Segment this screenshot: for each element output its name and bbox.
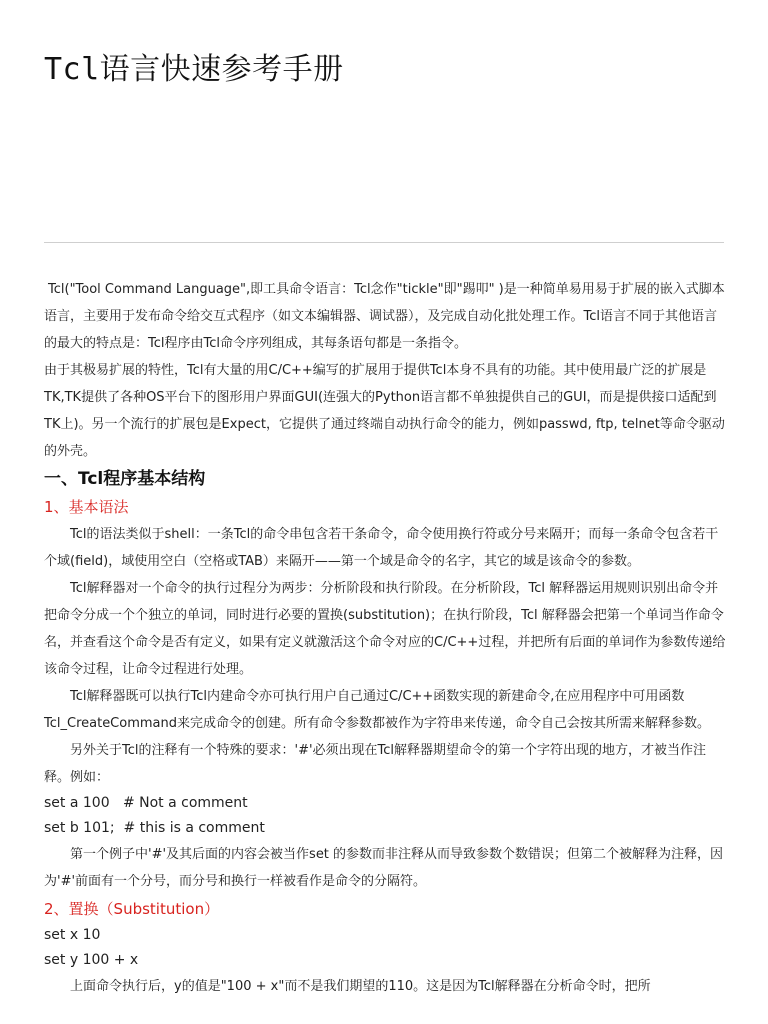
document-title: Tcl语言快速参考手册 — [44, 52, 344, 87]
document-body — [44, 276, 726, 1000]
code-line-3: set x 10 — [44, 927, 101, 943]
intro-paragraph-1: Tcl("Tool Command Language",即工具命令语言：Tcl念作"tickle"即"踢叩" )是一种简单易用易于扩展的嵌入式脚本语言，主要用于发布命令给交互式程序（如文本编辑器、调试器），及完成自动化批处理工作。Tcl语言不同于其他语言的最大的特点是：Tcl程序由Tcl命令序列组成，其每条语句都是一条指令。 — [44, 282, 725, 351]
syntax-paragraph-4: 另外关于Tcl的注释有一个特殊的要求：'#'必须出现在Tcl解释器期望命令的第一个字符出现的地方，才被当作注释。例如： — [44, 743, 707, 785]
code-line-1: set a 100 # Not a comment — [44, 795, 248, 811]
syntax-paragraph-5: 第一个例子中'#'及其后面的内容会被当作set 的参数而非注释从而导致参数个数错误；但第二个被解释为注释，因为'#'前面有一个分号，而分号和换行一样被看作是命令的分隔符。 — [44, 847, 724, 889]
title-divider — [44, 242, 724, 243]
syntax-paragraph-3: Tcl解释器既可以执行Tcl内建命令亦可执行用户自己通过C/C++函数实现的新建命令,在应用程序中可用函数Tcl_CreateCommand来完成命令的创建。所有命令参数都被作为字符串来传递，命令自己会按其所需来解释参数。 — [44, 689, 711, 731]
sub-heading-substitution: 2、置换（Substitution） — [44, 900, 220, 918]
substitution-paragraph-1: 上面命令执行后，y的值是"100 + x"而不是我们期望的110。这是因为Tcl解释器在分析命令时，把所 — [70, 979, 651, 994]
syntax-paragraph-2: Tcl解释器对一个命令的执行过程分为两步：分析阶段和执行阶段。在分析阶段，Tcl 解释器运用规则识别出命令并把命令分成一个个独立的单词，同时进行必要的置换(substitution)；在执行阶段，Tcl 解释器会把第一个单词当作命令名，并查看这个命令是否有定义，如果有定义就激活这个命令对应的C/C++过程，并把所有后面的单词作为参数传递给该命令过程，让命令过程进行处理。 — [44, 581, 726, 677]
section-heading-structure: 一、Tcl程序基本结构 — [44, 469, 206, 489]
syntax-paragraph-1: Tcl的语法类似于shell：一条Tcl的命令串包含若干条命令，命令使用换行符或分号来隔开；而每一条命令包含若干个域(field)，域使用空白（空格或TAB）来隔开——第一个域是命令的名字，其它的域是该命令的参数。 — [44, 527, 719, 569]
code-line-2: set b 101; # this is a comment — [44, 820, 265, 836]
intro-paragraph-2: 由于其极易扩展的特性，Tcl有大量的用C/C++编写的扩展用于提供Tcl本身不具有的功能。其中使用最广泛的扩展是TK,TK提供了各种OS平台下的图形用户界面GUI(连强大的Python语言都不单独提供自己的GUI，而是提供接口适配到TK上)。另一个流行的扩展包是Expect，它提供了通过终端自动执行命令的能力，例如passwd, ftp, telnet等命令驱动的外壳。 — [44, 363, 725, 459]
sub-heading-basic-syntax: 1、基本语法 — [44, 498, 129, 516]
code-line-4: set y 100 + x — [44, 952, 139, 968]
